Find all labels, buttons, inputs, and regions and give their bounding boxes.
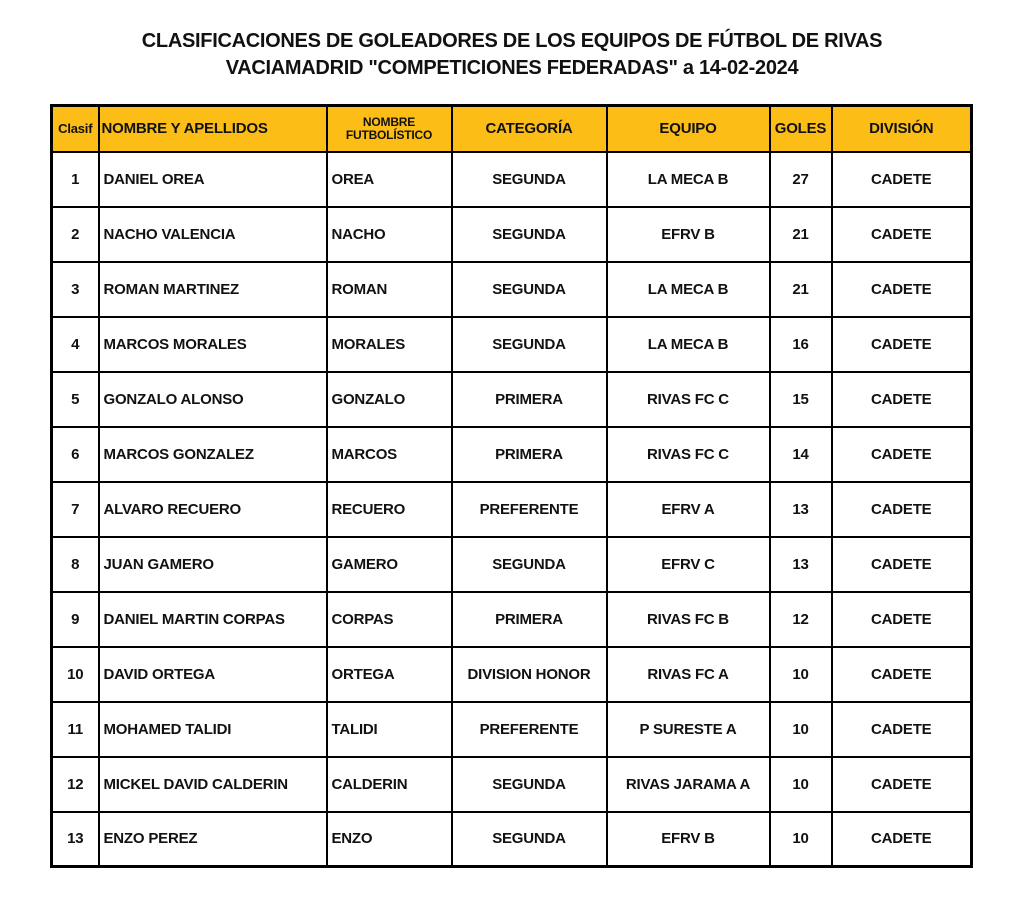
cell-categoria: PREFERENTE — [452, 702, 607, 757]
cell-categoria: SEGUNDA — [452, 152, 607, 207]
cell-division: CADETE — [832, 592, 972, 647]
cell-equipo: RIVAS FC C — [607, 372, 770, 427]
cell-equipo: LA MECA B — [607, 317, 770, 372]
table-row — [52, 262, 972, 317]
cell-division: CADETE — [832, 647, 972, 702]
cell-goles: 10 — [770, 757, 832, 812]
cell-nombre_y_apellidos: DANIEL OREA — [99, 152, 327, 207]
cell-clasif: 5 — [52, 372, 99, 427]
cell-goles: 12 — [770, 592, 832, 647]
cell-goles: 13 — [770, 482, 832, 537]
cell-categoria: SEGUNDA — [452, 207, 607, 262]
cell-division: CADETE — [832, 537, 972, 592]
cell-goles: 10 — [770, 702, 832, 757]
table-header-row — [52, 106, 972, 152]
cell-nombre_futbolistico: ENZO — [327, 812, 452, 867]
cell-equipo: EFRV B — [607, 812, 770, 867]
cell-categoria: PRIMERA — [452, 372, 607, 427]
table-row — [52, 702, 972, 757]
cell-categoria: SEGUNDA — [452, 812, 607, 867]
cell-division: CADETE — [832, 317, 972, 372]
cell-nombre_futbolistico: CORPAS — [327, 592, 452, 647]
cell-nombre_futbolistico: CALDERIN — [327, 757, 452, 812]
column-header-goles: GOLES — [770, 106, 832, 152]
table-body — [52, 152, 972, 867]
cell-clasif: 4 — [52, 317, 99, 372]
table-row — [52, 152, 972, 207]
cell-goles: 21 — [770, 262, 832, 317]
cell-division: CADETE — [832, 262, 972, 317]
table-row — [52, 317, 972, 372]
column-header-nombre-futbolistico: NOMBRE FUTBOLÍSTICO — [327, 106, 452, 152]
cell-division: CADETE — [832, 757, 972, 812]
cell-clasif: 11 — [52, 702, 99, 757]
cell-division: CADETE — [832, 207, 972, 262]
cell-nombre_y_apellidos: DAVID ORTEGA — [99, 647, 327, 702]
cell-clasif: 8 — [52, 537, 99, 592]
cell-clasif: 3 — [52, 262, 99, 317]
cell-clasif: 13 — [52, 812, 99, 867]
cell-nombre_y_apellidos: DANIEL MARTIN CORPAS — [99, 592, 327, 647]
cell-categoria: SEGUNDA — [452, 262, 607, 317]
page-title — [0, 28, 1024, 82]
cell-nombre_y_apellidos: ALVARO RECUERO — [99, 482, 327, 537]
cell-division: CADETE — [832, 152, 972, 207]
cell-division: CADETE — [832, 812, 972, 867]
cell-nombre_y_apellidos: MARCOS MORALES — [99, 317, 327, 372]
cell-clasif: 7 — [52, 482, 99, 537]
cell-clasif: 6 — [52, 427, 99, 482]
table-row — [52, 592, 972, 647]
table-row — [52, 372, 972, 427]
column-header-equipo: EQUIPO — [607, 106, 770, 152]
cell-nombre_futbolistico: MORALES — [327, 317, 452, 372]
cell-clasif: 2 — [52, 207, 99, 262]
table-row — [52, 427, 972, 482]
cell-division: CADETE — [832, 427, 972, 482]
table-header — [52, 106, 972, 152]
table-row — [52, 647, 972, 702]
table-row — [52, 757, 972, 812]
cell-categoria: SEGUNDA — [452, 317, 607, 372]
cell-nombre_y_apellidos: ENZO PEREZ — [99, 812, 327, 867]
cell-goles: 13 — [770, 537, 832, 592]
cell-equipo: EFRV C — [607, 537, 770, 592]
page-title-line-2: VACIAMADRID "COMPETICIONES FEDERADAS" a 14-02-2024 — [225, 57, 799, 79]
cell-nombre_futbolistico: MARCOS — [327, 427, 452, 482]
cell-goles: 27 — [770, 152, 832, 207]
scorers-table — [50, 104, 973, 868]
cell-equipo: RIVAS FC C — [607, 427, 770, 482]
table-row — [52, 482, 972, 537]
cell-categoria: SEGUNDA — [452, 537, 607, 592]
column-header-division: DIVISIÓN — [832, 106, 972, 152]
cell-nombre_y_apellidos: JUAN GAMERO — [99, 537, 327, 592]
cell-categoria: PRIMERA — [452, 592, 607, 647]
cell-categoria: PREFERENTE — [452, 482, 607, 537]
cell-nombre_futbolistico: ROMAN — [327, 262, 452, 317]
cell-clasif: 9 — [52, 592, 99, 647]
cell-nombre_futbolistico: GONZALO — [327, 372, 452, 427]
cell-goles: 10 — [770, 647, 832, 702]
cell-nombre_y_apellidos: GONZALO ALONSO — [99, 372, 327, 427]
cell-categoria: DIVISION HONOR — [452, 647, 607, 702]
cell-equipo: EFRV A — [607, 482, 770, 537]
cell-clasif: 10 — [52, 647, 99, 702]
cell-nombre_futbolistico: GAMERO — [327, 537, 452, 592]
cell-equipo: LA MECA B — [607, 262, 770, 317]
cell-nombre_futbolistico: RECUERO — [327, 482, 452, 537]
cell-goles: 15 — [770, 372, 832, 427]
cell-equipo: P SURESTE A — [607, 702, 770, 757]
column-header-clasif: Clasif — [52, 106, 99, 152]
cell-equipo: EFRV B — [607, 207, 770, 262]
page-title-line-1: CLASIFICACIONES DE GOLEADORES DE LOS EQUIPOS DE FÚTBOL DE RIVAS — [141, 30, 883, 52]
cell-goles: 14 — [770, 427, 832, 482]
cell-nombre_futbolistico: OREA — [327, 152, 452, 207]
cell-goles: 16 — [770, 317, 832, 372]
cell-equipo: RIVAS JARAMA A — [607, 757, 770, 812]
cell-division: CADETE — [832, 702, 972, 757]
column-header-nombre-y-apellidos: NOMBRE Y APELLIDOS — [99, 106, 327, 152]
cell-nombre_y_apellidos: NACHO VALENCIA — [99, 207, 327, 262]
cell-division: CADETE — [832, 482, 972, 537]
cell-division: CADETE — [832, 372, 972, 427]
cell-nombre_y_apellidos: MICKEL DAVID CALDERIN — [99, 757, 327, 812]
cell-clasif: 12 — [52, 757, 99, 812]
cell-nombre_futbolistico: NACHO — [327, 207, 452, 262]
cell-categoria: SEGUNDA — [452, 757, 607, 812]
cell-nombre_y_apellidos: MOHAMED TALIDI — [99, 702, 327, 757]
cell-goles: 21 — [770, 207, 832, 262]
cell-nombre_y_apellidos: ROMAN MARTINEZ — [99, 262, 327, 317]
cell-categoria: PRIMERA — [452, 427, 607, 482]
cell-equipo: RIVAS FC A — [607, 647, 770, 702]
column-header-categoria: CATEGORÍA — [452, 106, 607, 152]
cell-nombre_futbolistico: ORTEGA — [327, 647, 452, 702]
table-row — [52, 207, 972, 262]
cell-nombre_futbolistico: TALIDI — [327, 702, 452, 757]
table-row — [52, 537, 972, 592]
cell-nombre_y_apellidos: MARCOS GONZALEZ — [99, 427, 327, 482]
cell-equipo: LA MECA B — [607, 152, 770, 207]
cell-clasif: 1 — [52, 152, 99, 207]
table-row — [52, 812, 972, 867]
cell-equipo: RIVAS FC B — [607, 592, 770, 647]
cell-goles: 10 — [770, 812, 832, 867]
